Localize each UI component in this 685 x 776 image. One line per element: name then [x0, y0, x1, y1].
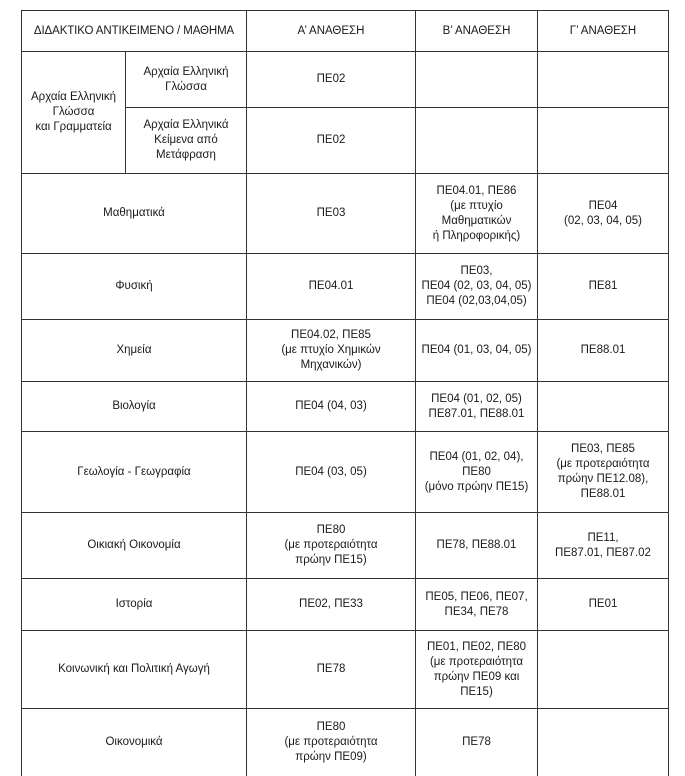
- cell-line: ΠΕ04 (01, 03, 04, 05): [421, 344, 532, 356]
- cell-line: Γλώσσα: [52, 106, 95, 118]
- cell-line: ΠΕ80: [316, 720, 346, 733]
- cell-line: ΠΕ04 (03, 05): [295, 465, 367, 478]
- subject-cell: [22, 579, 247, 631]
- cell-line: (με προτεραιότητα: [284, 735, 378, 748]
- cell-line: ή Πληροφορικής): [432, 229, 521, 242]
- cell-line: ΠΕ78, ΠΕ88.01: [436, 539, 517, 551]
- table-row: [22, 631, 669, 709]
- cell-line: (μόνο πρώην ΠΕ15): [424, 480, 529, 493]
- cell-line: ΠΕ02: [316, 73, 346, 85]
- cell-line: ΠΕ81: [588, 280, 618, 292]
- assignment-b-cell: [416, 108, 538, 174]
- table-row: [22, 254, 669, 320]
- cell-line: Φυσική: [115, 280, 153, 292]
- cell-line: (με πτυχίο: [450, 199, 503, 212]
- assignment-b-cell: [416, 320, 538, 382]
- cell-line: ΠΕ11,: [587, 531, 619, 544]
- table-row: [22, 513, 669, 579]
- subject-cell: [22, 382, 247, 432]
- assignment-a-cell: [247, 174, 416, 254]
- assignment-a-cell: [247, 709, 416, 776]
- assignment-a-cell: [247, 254, 416, 320]
- table-row: [22, 320, 669, 382]
- cell-line: Γλώσσα: [165, 80, 207, 93]
- table-header-row: [22, 11, 669, 52]
- cell-line: ΠΕ01, ΠΕ02, ΠΕ80: [426, 640, 527, 653]
- assignment-c-cell: [538, 108, 669, 174]
- assignment-a-cell: [247, 631, 416, 709]
- cell-line: Μαθηματικά: [103, 207, 165, 219]
- cell-line: Μαθηματικών: [441, 214, 512, 227]
- cell-line: Μετάφραση: [156, 149, 216, 161]
- cell-line: πρώην ΠΕ15): [295, 554, 367, 566]
- table-row: [22, 174, 669, 254]
- assignment-a-cell: [247, 382, 416, 432]
- cell-line: Βιολογία: [112, 400, 156, 412]
- assignment-c-cell: [538, 579, 669, 631]
- subject-group-cell: [22, 52, 126, 174]
- cell-line: ΠΕ04.02, ΠΕ85: [291, 329, 371, 341]
- cell-line: ΠΕ88.01: [580, 488, 626, 500]
- cell-line: ΠΕ03,: [460, 265, 493, 277]
- cell-line: ΠΕ03: [316, 207, 346, 219]
- cell-line: ΠΕ04 (02, 03, 04, 05): [421, 280, 532, 292]
- assignment-c-cell: [538, 382, 669, 432]
- cell-line: (με προτεραιότητα: [556, 458, 650, 470]
- assignment-c-cell: [538, 52, 669, 108]
- cell-line: ΠΕ87.01, ΠΕ87.02: [555, 546, 651, 559]
- cell-line: ΠΕ78: [316, 663, 346, 675]
- assignment-b-cell: [416, 513, 538, 579]
- cell-line: Μηχανικών): [300, 359, 362, 371]
- assignment-c-cell: [538, 254, 669, 320]
- header-third-assignment: Γ’ ΑΝΑΘΕΣΗ: [538, 11, 669, 52]
- cell-line: ΠΕ78: [462, 735, 491, 748]
- assignment-b-cell: [416, 432, 538, 513]
- cell-line: ΠΕ04 (01, 02, 05): [431, 392, 522, 405]
- cell-line: πρώην ΠΕ09): [295, 750, 367, 763]
- assignment-c-cell: [538, 513, 669, 579]
- cell-line: Κοινωνική και Πολιτική Αγωγή: [58, 663, 210, 675]
- subject-cell: [22, 709, 247, 776]
- cell-line: ΠΕ04 (04, 03): [295, 400, 367, 412]
- subsubject-cell: [126, 52, 247, 108]
- cell-line: (με πτυχίο Χημικών: [281, 344, 381, 356]
- cell-line: Γεωλογία - Γεωγραφία: [77, 465, 191, 478]
- assignment-c-cell: [538, 631, 669, 709]
- assignment-a-cell: [247, 513, 416, 579]
- cell-line: ΠΕ15): [460, 685, 493, 698]
- cell-line: Οικονομικά: [105, 735, 163, 748]
- cell-line: Χημεία: [116, 344, 152, 356]
- cell-line: και Γραμματεία: [35, 121, 112, 133]
- cell-line: (02, 03, 04, 05): [564, 214, 642, 227]
- cell-line: ΠΕ02: [316, 134, 346, 146]
- assignment-b-cell: [416, 382, 538, 432]
- cell-line: Αρχαία Ελληνική: [143, 65, 229, 78]
- cell-line: ΠΕ03, ΠΕ85: [571, 443, 635, 455]
- cell-line: ΠΕ88.01: [580, 344, 626, 356]
- cell-line: ΠΕ04.01, ΠΕ86: [436, 184, 517, 197]
- assignment-b-cell: [416, 631, 538, 709]
- cell-line: πρώην ΠΕ09 και: [433, 670, 520, 683]
- assignment-c-cell: [538, 432, 669, 513]
- cell-line: ΠΕ04 (02,03,04,05): [426, 295, 527, 307]
- assignment-c-cell: [538, 174, 669, 254]
- subject-cell: [22, 254, 247, 320]
- assignment-b-cell: [416, 52, 538, 108]
- cell-line: Αρχαία Ελληνικά: [143, 119, 229, 131]
- cell-line: Αρχαία Ελληνική: [30, 91, 116, 103]
- assignment-b-cell: [416, 174, 538, 254]
- subject-cell: [22, 631, 247, 709]
- cell-line: ΠΕ80: [316, 524, 346, 536]
- subject-cell: [22, 513, 247, 579]
- header-subject: ΔΙΔΑΚΤΙΚΟ ΑΝΤΙΚΕΙΜΕΝΟ / ΜΑΘΗΜΑ: [22, 11, 247, 52]
- cell-line: (με προτεραιότητα: [429, 655, 524, 668]
- subject-cell: [22, 432, 247, 513]
- assignment-c-cell: [538, 709, 669, 776]
- cell-line: ΠΕ04 (01, 02, 04),: [429, 450, 524, 463]
- cell-line: ΠΕ80: [462, 465, 491, 478]
- cell-line: Ιστορία: [115, 598, 153, 610]
- header-first-assignment: Α’ ΑΝΑΘΕΣΗ: [247, 11, 416, 52]
- subsubject-cell: [126, 108, 247, 174]
- cell-line: πρώην ΠΕ12.08),: [557, 473, 649, 485]
- assignment-a-cell: [247, 52, 416, 108]
- subject-cell: [22, 320, 247, 382]
- cell-line: ΠΕ04.01: [308, 280, 354, 292]
- assignment-a-cell: [247, 320, 416, 382]
- table-row: [22, 579, 669, 631]
- table-row: [22, 709, 669, 776]
- assignment-b-cell: [416, 579, 538, 631]
- table-row: [22, 382, 669, 432]
- assignment-a-cell: [247, 432, 416, 513]
- cell-line: ΠΕ01: [588, 598, 618, 610]
- table-row: [22, 52, 669, 108]
- assignment-a-cell: [247, 108, 416, 174]
- cell-line: ΠΕ04: [588, 199, 618, 212]
- cell-line: (με προτεραιότητα: [284, 539, 378, 551]
- assignment-b-cell: [416, 709, 538, 776]
- assignment-b-cell: [416, 254, 538, 320]
- subject-cell: [22, 174, 247, 254]
- header-second-assignment: Β’ ΑΝΑΘΕΣΗ: [416, 11, 538, 52]
- cell-line: ΠΕ05, ΠΕ06, ΠΕ07,: [425, 590, 528, 603]
- assignment-a-cell: [247, 579, 416, 631]
- cell-line: Οικιακή Οικονομία: [87, 539, 181, 551]
- cell-line: ΠΕ87.01, ΠΕ88.01: [428, 407, 525, 420]
- cell-line: ΠΕ02, ΠΕ33: [299, 598, 363, 610]
- assignment-c-cell: [538, 320, 669, 382]
- assignment-table: [21, 10, 669, 776]
- cell-line: ΠΕ34, ΠΕ78: [444, 605, 509, 618]
- cell-line: Κείμενα από: [154, 134, 218, 146]
- table-row: [22, 432, 669, 513]
